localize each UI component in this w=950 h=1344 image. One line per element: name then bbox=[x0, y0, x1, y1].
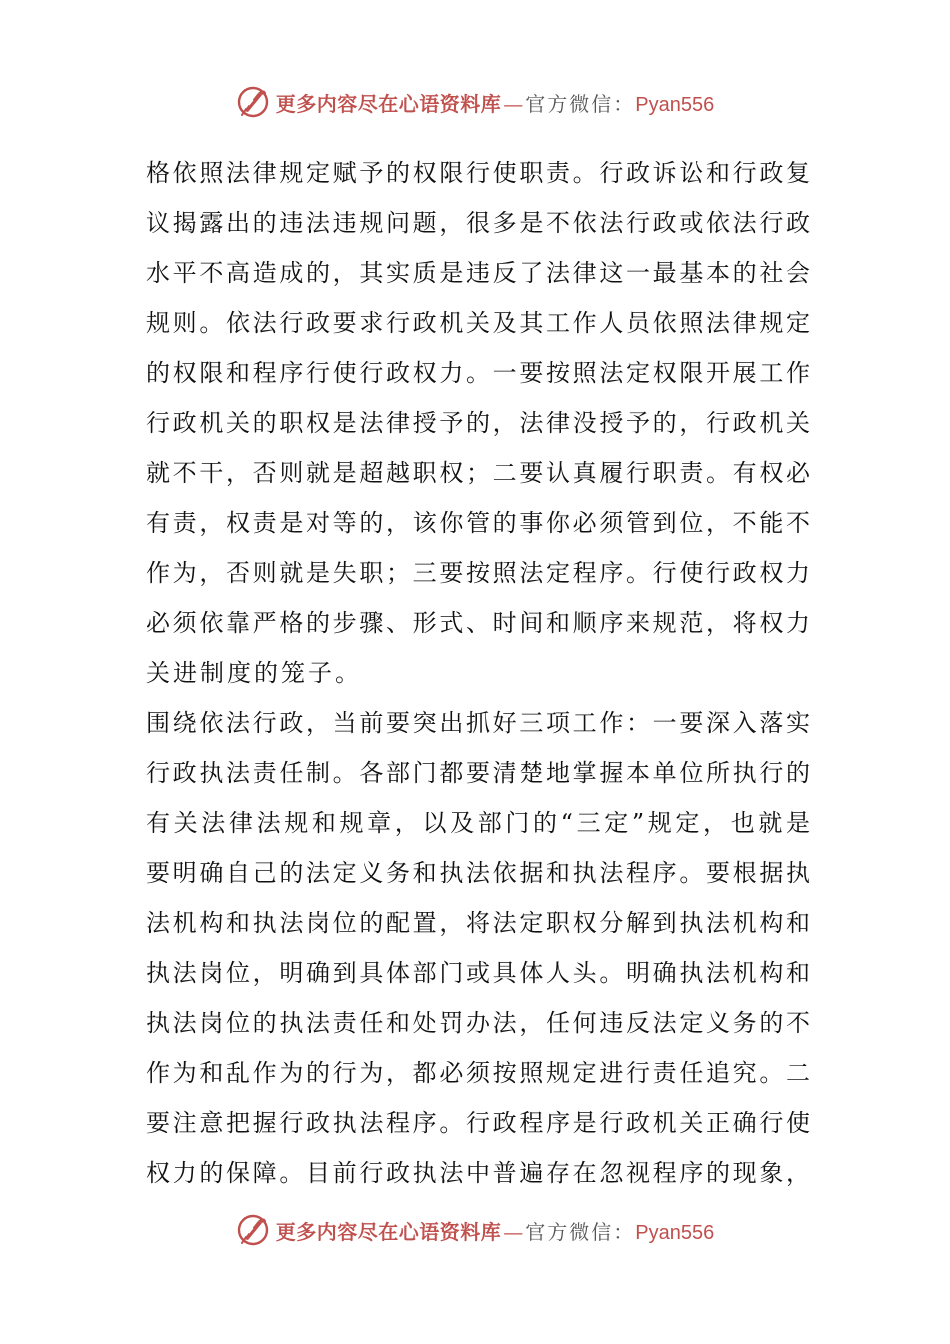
quill-pen-logo-icon bbox=[236, 85, 270, 119]
footer-wechat-label: 官方微信： bbox=[525, 1219, 636, 1244]
body-line: 有责，权责是对等的，该你管的事你必须管到位，不能不 bbox=[146, 509, 810, 537]
body-line-paragraph-end: 关进制度的笼子。 bbox=[146, 659, 362, 687]
footer-banner-text bbox=[276, 1216, 714, 1245]
body-line: 执法岗位的执法责任和处罚办法，任何违反法定义务的不 bbox=[146, 1009, 810, 1037]
body-line: 围绕依法行政，当前要突出抓好三项工作：一要深入落实 bbox=[146, 709, 810, 737]
body-line: 就不干，否则就是超越职权；二要认真履行职责。有权必 bbox=[146, 459, 810, 487]
body-line: 行政机关的职权是法律授予的，法律没授予的，行政机关 bbox=[146, 409, 810, 437]
footer-banner-inner bbox=[236, 1213, 714, 1247]
footer-wechat-id: Pyan556 bbox=[635, 1221, 715, 1244]
header-banner bbox=[0, 82, 950, 122]
footer-separator: — bbox=[503, 1219, 524, 1244]
body-line: 权力的保障。目前行政执法中普遍存在忽视程序的现象， bbox=[146, 1159, 810, 1187]
body-line: 作为和乱作为的行为，都必须按照规定进行责任追究。二 bbox=[146, 1059, 810, 1087]
header-wechat-id: Pyan556 bbox=[635, 93, 715, 116]
body-line: 的权限和程序行使行政权力。一要按照法定权限开展工作 bbox=[146, 359, 810, 387]
body-line: 议揭露出的违法违规问题，很多是不依法行政或依法行政 bbox=[146, 209, 810, 237]
header-banner-inner bbox=[236, 85, 714, 119]
quill-pen-logo-icon bbox=[236, 1213, 270, 1247]
footer-brand-text: 更多内容尽在心语资料库 bbox=[275, 1219, 502, 1244]
header-wechat-label: 官方微信： bbox=[525, 91, 636, 116]
body-line: 作为，否则就是失职；三要按照法定程序。行使行政权力 bbox=[146, 559, 810, 587]
body-line: 必须依靠严格的步骤、形式、时间和顺序来规范，将权力 bbox=[146, 609, 810, 637]
body-line: 格依照法律规定赋予的权限行使职责。行政诉讼和行政复 bbox=[146, 159, 810, 187]
body-line: 要注意把握行政执法程序。行政程序是行政机关正确行使 bbox=[146, 1109, 810, 1137]
document-body bbox=[146, 148, 810, 1198]
body-line: 水平不高造成的，其实质是违反了法律这一最基本的社会 bbox=[146, 259, 810, 287]
body-line: 法机构和执法岗位的配置，将法定职权分解到执法机构和 bbox=[146, 909, 810, 937]
header-separator: — bbox=[503, 91, 524, 116]
body-line: 要明确自己的法定义务和执法依据和执法程序。要根据执 bbox=[146, 859, 810, 887]
footer-banner bbox=[0, 1210, 950, 1250]
header-banner-text bbox=[276, 88, 714, 117]
body-line: 有关法律法规和规章，以及部门的“三定”规定，也就是 bbox=[146, 809, 810, 837]
body-line: 规则。依法行政要求行政机关及其工作人员依照法律规定 bbox=[146, 309, 810, 337]
body-line: 执法岗位，明确到具体部门或具体人头。明确执法机构和 bbox=[146, 959, 810, 987]
body-line: 行政执法责任制。各部门都要清楚地掌握本单位所执行的 bbox=[146, 759, 810, 787]
header-brand-text: 更多内容尽在心语资料库 bbox=[275, 91, 502, 116]
